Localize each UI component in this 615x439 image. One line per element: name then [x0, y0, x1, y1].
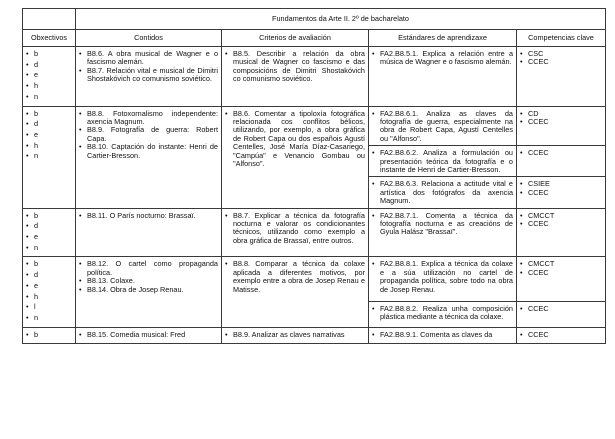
list-item: • CCEC — [520, 331, 602, 339]
objectives-list — [26, 331, 72, 339]
standard-cell — [369, 327, 517, 344]
competences-cell — [517, 47, 606, 107]
list-item: • CMCCT — [520, 260, 602, 268]
list-item: • CCEC — [520, 149, 602, 157]
competences-cell — [517, 301, 606, 327]
list-item: • b — [26, 331, 72, 339]
criteria-list — [225, 212, 365, 246]
criteria-cell — [222, 47, 369, 107]
contents-cell — [76, 327, 222, 344]
table-row — [23, 47, 606, 107]
table-row — [23, 327, 606, 344]
table-body — [23, 47, 606, 344]
list-item: • e — [26, 71, 72, 79]
standard-item: • FA2.B8.6.2. Analiza a formulación ou presentación teórica da fotografía e o instante de Henri de Cartier-Bresson. — [372, 149, 513, 174]
competences-list — [520, 50, 602, 67]
list-item: • n — [26, 152, 72, 160]
list-item: • B8.12. O cartel como propaganda política. — [79, 260, 218, 277]
header-standards: Estándares de aprendizaxe — [369, 30, 517, 47]
criteria-item: • B8.5. Describir a relación da obra musical de Wagner co fascismo e das composicións de Dimitri Shostakóvich co comunismo soviético. — [225, 50, 365, 84]
list-item: • CCEC — [520, 220, 602, 228]
list-item: • d — [26, 271, 72, 279]
criteria-cell — [222, 208, 369, 257]
competences-list — [520, 305, 602, 313]
objectives-list — [26, 110, 72, 161]
curriculum-table — [22, 8, 606, 344]
objectives-cell — [23, 106, 76, 208]
list-item: • n — [26, 314, 72, 322]
list-item: • CSC — [520, 50, 602, 58]
list-item: • B8.10. Captación do instante: Henri de Cartier-Bresson. — [79, 143, 218, 160]
objectives-cell — [23, 327, 76, 344]
header-criteria: Criterios de avaliación — [222, 30, 369, 47]
criteria-list — [225, 110, 365, 169]
standard-cell — [369, 301, 517, 327]
competences-list — [520, 110, 602, 127]
objectives-cell — [23, 257, 76, 327]
objectives-list — [26, 260, 72, 322]
competences-cell — [517, 327, 606, 344]
standard-list — [372, 110, 513, 144]
standard-item: • FA2.B8.8.2. Realiza unha composición plástica mediante a técnica da colaxe. — [372, 305, 513, 322]
standard-cell — [369, 106, 517, 146]
list-item: • h — [26, 82, 72, 90]
list-item: • b — [26, 110, 72, 118]
standard-item: • FA2.B8.8.1. Explica a técnica da colaxe e a súa utilización no cartel de propaganda política, sobre todo na obra de Josep Renau. — [372, 260, 513, 294]
competences-list — [520, 212, 602, 229]
competences-cell — [517, 208, 606, 257]
standard-cell — [369, 208, 517, 257]
list-item: • B8.6. A obra musical de Wagner e o fascismo alemán. — [79, 50, 218, 67]
standard-cell — [369, 177, 517, 208]
list-item: • d — [26, 120, 72, 128]
contents-cell — [76, 106, 222, 208]
list-item: • B8.9. Fotografía de guerra: Robert Capa. — [79, 126, 218, 143]
list-item: • b — [26, 260, 72, 268]
list-item: • B8.14. Obra de Josep Renau. — [79, 286, 218, 294]
standard-list — [372, 305, 513, 322]
header-competences: Competencias clave — [517, 30, 606, 47]
standard-list — [372, 180, 513, 205]
criteria-list — [225, 331, 365, 339]
criteria-cell — [222, 106, 369, 208]
table-corner-cell — [23, 9, 76, 30]
competences-cell — [517, 146, 606, 177]
objectives-cell — [23, 47, 76, 107]
list-item: • B8.11. O París nocturno: Brassaï. — [79, 212, 218, 220]
objectives-cell — [23, 208, 76, 257]
list-item: • CCEC — [520, 189, 602, 197]
criteria-item: • B8.6. Comentar a tipoloxía fotográfica relacionada cos conflitos bélicos, utilizando, por exemplo, a obra gráfica de Robert Capa ou dos españois Agustí Centelles, José María Díaz-Casariego, "Campúa" e Venancio Gombau ou "Alfonso". — [225, 110, 365, 169]
standard-cell — [369, 257, 517, 302]
list-item: • h — [26, 293, 72, 301]
list-item: • CSIEE — [520, 180, 602, 188]
list-item: • B8.15. Comedia musical: Fred — [79, 331, 218, 339]
criteria-item: • B8.8. Comparar a técnica da colaxe aplicada a diferentes motivos, por exemplo entre a obra de Josep Renau e Matisse. — [225, 260, 365, 294]
list-item: • CCEC — [520, 58, 602, 66]
standard-item: • FA2.B8.6.3. Relaciona a actitude vital e artística dos fotógrafos da axencia Magnum. — [372, 180, 513, 205]
standard-list — [372, 331, 513, 339]
competences-list — [520, 149, 602, 157]
competences-list — [520, 260, 602, 277]
list-item: • CCEC — [520, 269, 602, 277]
table-row — [23, 106, 606, 146]
list-item: • d — [26, 222, 72, 230]
list-item: • CD — [520, 110, 602, 118]
list-item: • b — [26, 50, 72, 58]
standard-list — [372, 212, 513, 237]
standard-cell — [369, 47, 517, 107]
standard-item: • FA2.B8.9.1. Comenta as claves da — [372, 331, 513, 339]
list-item: • CMCCT — [520, 212, 602, 220]
list-item: • b — [26, 212, 72, 220]
criteria-list — [225, 50, 365, 84]
contents-cell — [76, 47, 222, 107]
list-item: • h — [26, 142, 72, 150]
list-item: • e — [26, 233, 72, 241]
standard-item: • FA2.B8.7.1. Comenta a técnica da fotografía nocturna e as creacións de Gyula Halász "Brassaï". — [372, 212, 513, 237]
criteria-list — [225, 260, 365, 294]
list-item: • CCEC — [520, 118, 602, 126]
table-row — [23, 208, 606, 257]
list-item: • e — [26, 131, 72, 139]
competences-list — [520, 180, 602, 197]
list-item: • l — [26, 303, 72, 311]
objectives-list — [26, 212, 72, 253]
list-item: • e — [26, 282, 72, 290]
header-contents: Contidos — [76, 30, 222, 47]
criteria-cell — [222, 257, 369, 327]
list-item: • n — [26, 93, 72, 101]
contents-cell — [76, 257, 222, 327]
competences-cell — [517, 177, 606, 208]
list-item: • n — [26, 244, 72, 252]
curriculum-table-wrapper — [22, 8, 605, 344]
list-item: • B8.7. Relación vital e musical de Dimitri Shostakóvich co comunismo soviético. — [79, 67, 218, 84]
contents-list — [79, 331, 218, 339]
competences-cell — [517, 257, 606, 302]
header-objectives: Obxectivos — [23, 30, 76, 47]
criteria-cell — [222, 327, 369, 344]
contents-list — [79, 110, 218, 160]
competences-list — [520, 331, 602, 339]
contents-list — [79, 50, 218, 84]
standard-list — [372, 260, 513, 294]
contents-list — [79, 212, 218, 220]
contents-list — [79, 260, 218, 294]
competences-cell — [517, 106, 606, 146]
standard-list — [372, 50, 513, 67]
standard-list — [372, 149, 513, 174]
standard-cell — [369, 146, 517, 177]
standard-item: • FA2.B8.5.1. Explica a relación entre a música de Wagner e o fascismo alemán. — [372, 50, 513, 67]
list-item: • d — [26, 61, 72, 69]
table-title: Fundamentos da Arte II. 2º de bacharelato — [76, 9, 606, 30]
standard-item: • FA2.B8.6.1. Analiza as claves da fotografía de guerra, especialmente na obra de Robert Capa, Agustí Centelles ou "Alfonso". — [372, 110, 513, 144]
table-row — [23, 257, 606, 302]
criteria-item: • B8.7. Explicar a técnica da fotografía nocturna e valorar os condicionantes técnicos, utilizando como exemplo a obra gráfica de Brassaï, entre outros. — [225, 212, 365, 246]
criteria-item: • B8.9. Analizar as claves narrativas — [225, 331, 365, 339]
list-item: • CCEC — [520, 305, 602, 313]
list-item: • B8.13. Colaxe. — [79, 277, 218, 285]
objectives-list — [26, 50, 72, 101]
contents-cell — [76, 208, 222, 257]
list-item: • B8.8. Fotoxornalismo independente: axencia Magnum. — [79, 110, 218, 127]
